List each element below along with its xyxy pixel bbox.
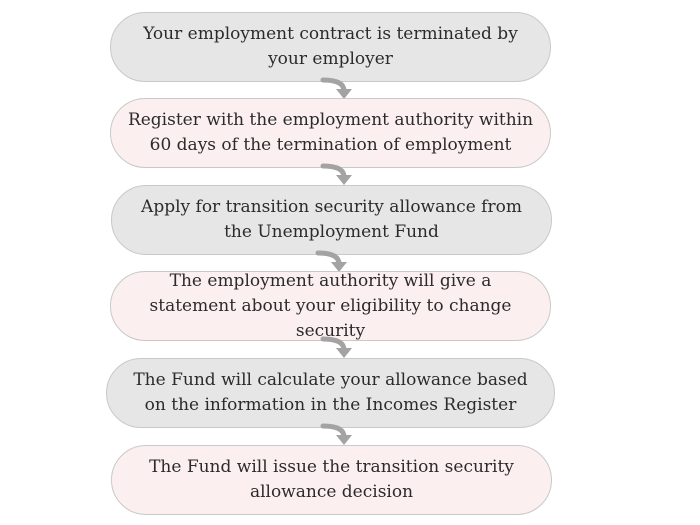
step-box-1 xyxy=(110,12,551,82)
step-box-5 xyxy=(106,358,555,428)
step-text-2: Register with the employment authority within 60 days of the termination of employment xyxy=(127,110,534,155)
curved-arrow-icon xyxy=(318,163,354,187)
step-text-1: Your employment contract is terminated by your employer xyxy=(143,24,518,69)
curved-arrow-icon xyxy=(318,423,354,447)
step-text-3: Apply for transition security allowance from the Unemployment Fund xyxy=(141,197,522,242)
step-text-5: The Fund will calculate your allowance based on the information in the Incomes Register xyxy=(133,370,528,415)
step-box-2 xyxy=(110,98,551,168)
step-box-3 xyxy=(111,185,552,255)
step-text-6: The Fund will issue the transition security allowance decision xyxy=(149,457,514,502)
curved-arrow-icon xyxy=(318,336,354,360)
step-box-4 xyxy=(110,271,551,341)
step-box-6 xyxy=(111,445,552,515)
step-text-4: The employment authority will give a statement about your eligibility to change security xyxy=(149,270,512,341)
